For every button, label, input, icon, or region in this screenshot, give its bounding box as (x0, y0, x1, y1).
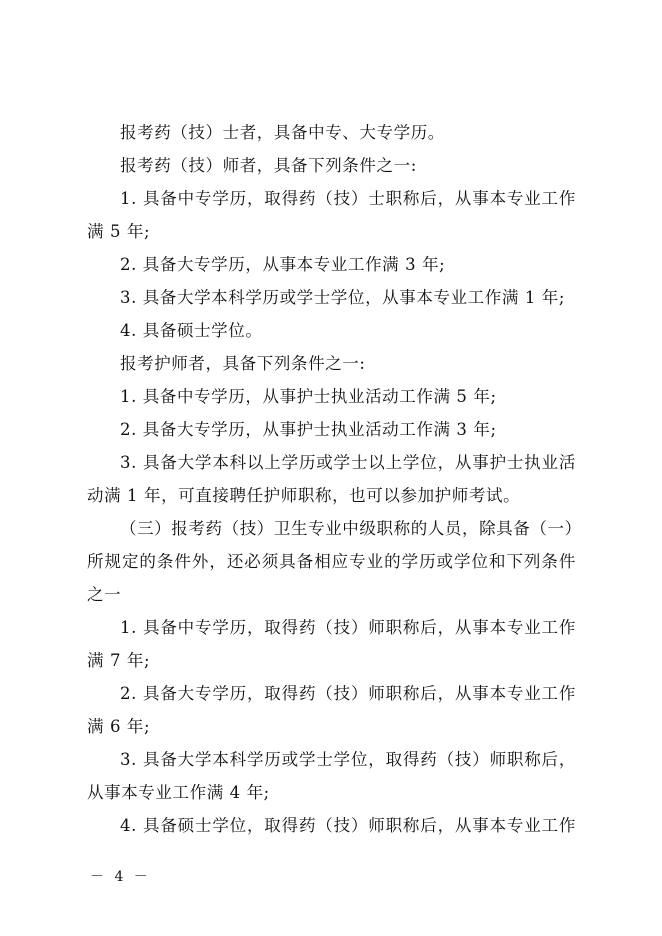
list-item-line: 1. 具备中专学历，从事护士执业活动工作满 5 年; (120, 387, 497, 406)
list-item-line: 满 7 年; (87, 651, 151, 670)
paragraph-line: 报考药（技）士者，具备中专、大专学历。 (120, 123, 445, 142)
list-item-line: 1. 具备中专学历，取得药（技）士职称后，从事本专业工作 (120, 189, 576, 208)
list-item-line: 4. 具备硕士学位。 (120, 321, 263, 340)
list-item-line: 满 5 年; (87, 222, 151, 241)
list-item-line: 满 6 年; (87, 717, 151, 736)
list-item-line: 3. 具备大学本科学历或学士学位，取得药（技）师职称后， (120, 750, 576, 769)
list-item-line: 4. 具备硕士学位，取得药（技）师职称后，从事本专业工作 (120, 816, 576, 835)
list-item-line: 从事本专业工作满 4 年; (87, 783, 270, 802)
list-item-line: 2. 具备大专学历，从事护士执业活动工作满 3 年; (120, 420, 497, 439)
list-item-line: 3. 具备大学本科学历或学士学位，从事本专业工作满 1 年; (120, 288, 566, 307)
list-item-line: 2. 具备大专学历，从事本专业工作满 3 年; (120, 255, 446, 274)
paragraph-line: 所规定的条件外，还必须具备相应专业的学历或学位和下列条件 (87, 552, 576, 571)
paragraph-line: 报考药（技）师者，具备下列条件之一: (120, 156, 417, 175)
list-item-line: 2. 具备大专学历，取得药（技）师职称后，从事本专业工作 (120, 684, 576, 703)
page-number: － 4 － (90, 869, 151, 885)
list-item-line: 动满 1 年，可直接聘任护师职称，也可以参加护师考试。 (87, 486, 521, 505)
section-heading-line: （三）报考药（技）卫生专业中级职称的人员，除具备（一） (120, 519, 582, 538)
list-item-line: 3. 具备大学本科以上学历或学士以上学位，从事护士执业活 (120, 453, 576, 472)
paragraph-line: 报考护师者，具备下列条件之一: (120, 354, 366, 373)
paragraph-line: 之一 (87, 585, 122, 604)
list-item-line: 1. 具备中专学历，取得药（技）师职称后，从事本专业工作 (120, 618, 576, 637)
